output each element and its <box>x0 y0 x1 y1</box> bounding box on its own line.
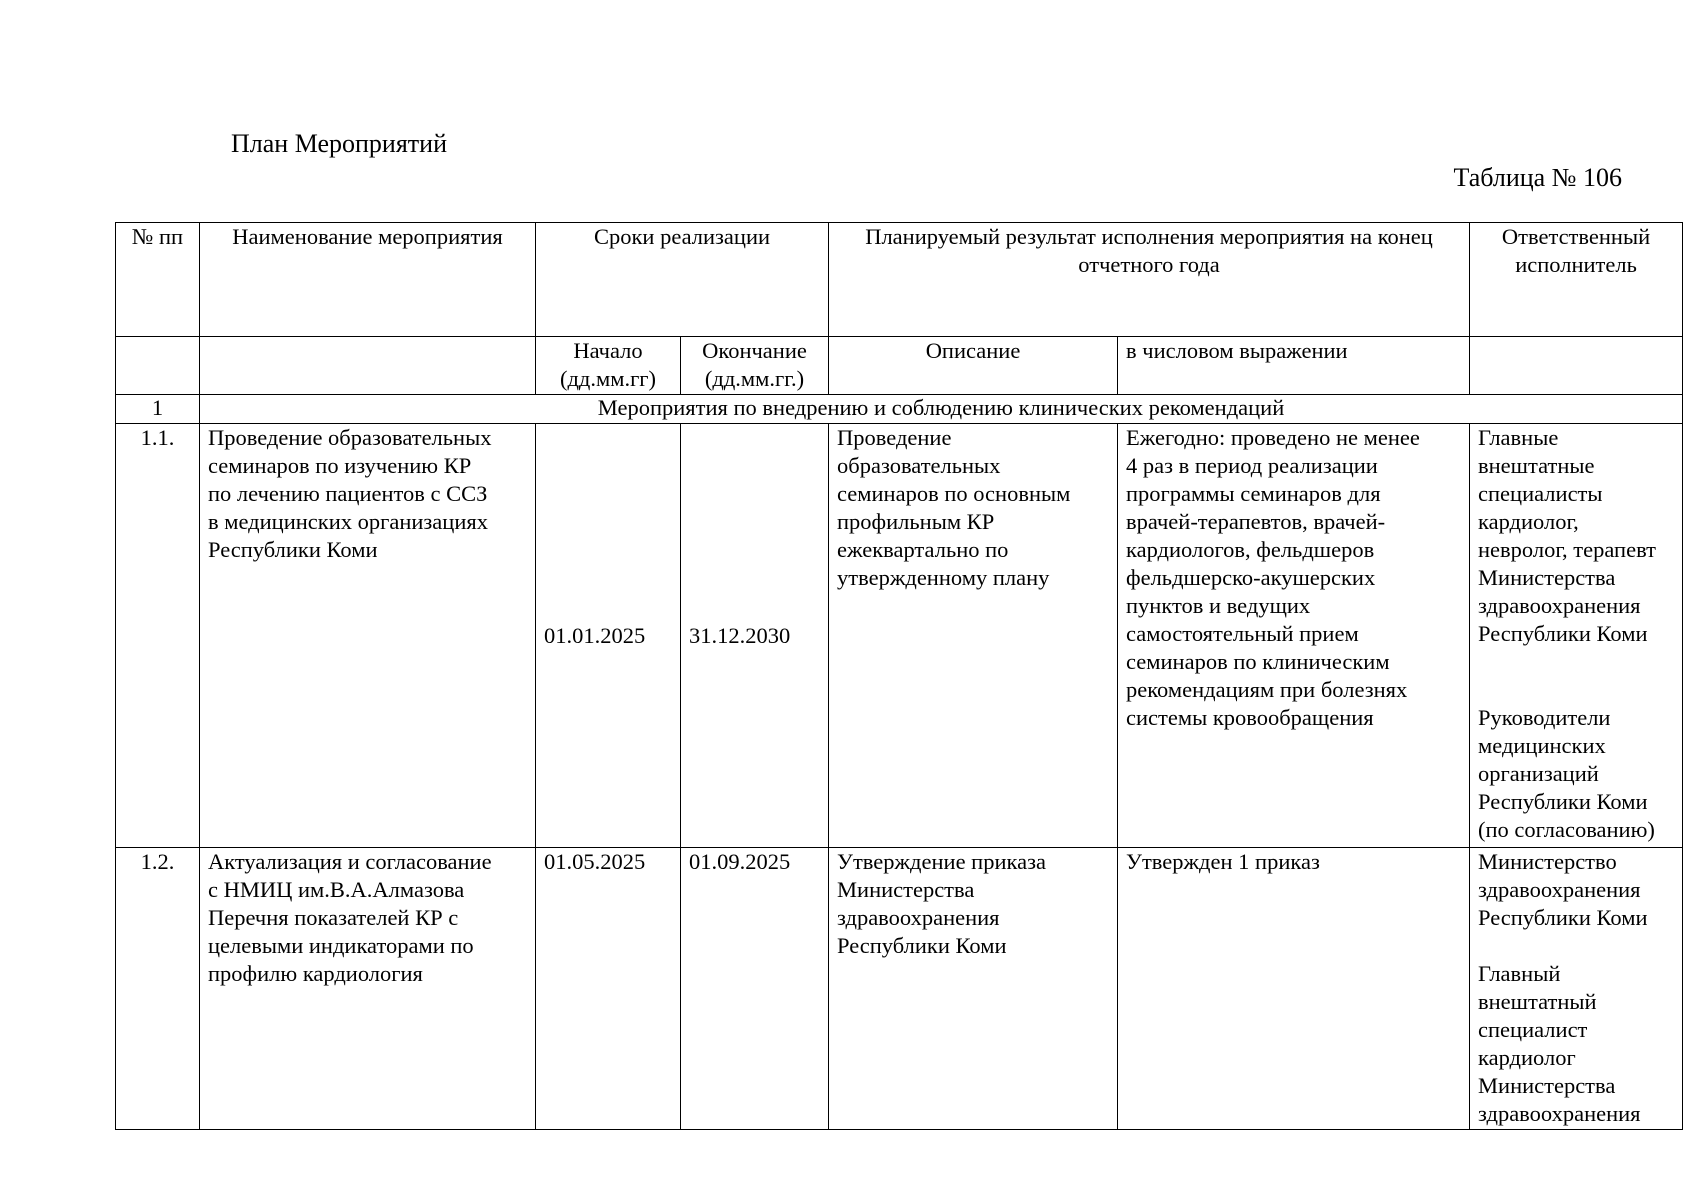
table-row <box>116 424 1683 848</box>
table-subheader-row <box>116 337 1683 395</box>
subheader-empty-num <box>116 337 200 395</box>
row-numeric: Ежегодно: проведено не менее 4 раз в период реализации программы семинаров для врачей-терапевтов, врачей- кардиологов, фельдшеров фельдшерско-акушерских пунктов и ведущих самостоятельный прием семинаров по клиническим рекомендациям при болезнях системы кровообращения <box>1118 424 1470 848</box>
row-num: 1.1. <box>116 424 200 848</box>
row-end-date: 31.12.2030 <box>681 424 829 848</box>
section-num: 1 <box>116 395 200 424</box>
subheader-empty-name <box>200 337 536 395</box>
row-description: Утверждение приказа Министерства здравоохранения Республики Коми <box>829 848 1118 1130</box>
header-name: Наименование мероприятия <box>200 223 536 337</box>
row-start-date: 01.01.2025 <box>536 424 681 848</box>
row-num: 1.2. <box>116 848 200 1130</box>
row-name: Проведение образовательных семинаров по изучению КР по лечению пациентов с ССЗ в медицинских организациях Республики Коми <box>200 424 536 848</box>
subheader-end: Окончание (дд.мм.гг.) <box>681 337 829 395</box>
subheader-description: Описание <box>829 337 1118 395</box>
row-numeric: Утвержден 1 приказ <box>1118 848 1470 1130</box>
subheader-start: Начало (дд.мм.гг) <box>536 337 681 395</box>
header-period: Сроки реализации <box>536 223 829 337</box>
subheader-empty-responsible <box>1470 337 1683 395</box>
document-title: План Мероприятий <box>231 129 447 158</box>
table-number: Таблица № 106 <box>1453 163 1622 192</box>
table-header-row <box>116 223 1683 337</box>
row-responsible: Главные внештатные специалисты кардиолог, невролог, терапевт Министерства здравоохранения Республики Коми Руководители медицинских организаций Республики Коми (по согласованию) <box>1470 424 1683 848</box>
plan-table <box>115 222 1683 1130</box>
row-description: Проведение образовательных семинаров по основным профильным КР ежеквартально по утвержденному плану <box>829 424 1118 848</box>
table-row <box>116 848 1683 1130</box>
subheader-numeric: в числовом выражении <box>1118 337 1470 395</box>
row-responsible: Министерство здравоохранения Республики Коми Главный внештатный специалист кардиолог Министерства здравоохранения <box>1470 848 1683 1130</box>
header-num: № пп <box>116 223 200 337</box>
section-row <box>116 395 1683 424</box>
row-start-date: 01.05.2025 <box>536 848 681 1130</box>
row-name: Актуализация и согласование с НМИЦ им.В.А.Алмазова Перечня показателей КР с целевыми индикаторами по профилю кардиология <box>200 848 536 1130</box>
section-title: Мероприятия по внедрению и соблюдению клинических рекомендаций <box>200 395 1683 424</box>
header-responsible: Ответственный исполнитель <box>1470 223 1683 337</box>
row-end-date: 01.09.2025 <box>681 848 829 1130</box>
header-result: Планируемый результат исполнения мероприятия на конец отчетного года <box>829 223 1470 337</box>
